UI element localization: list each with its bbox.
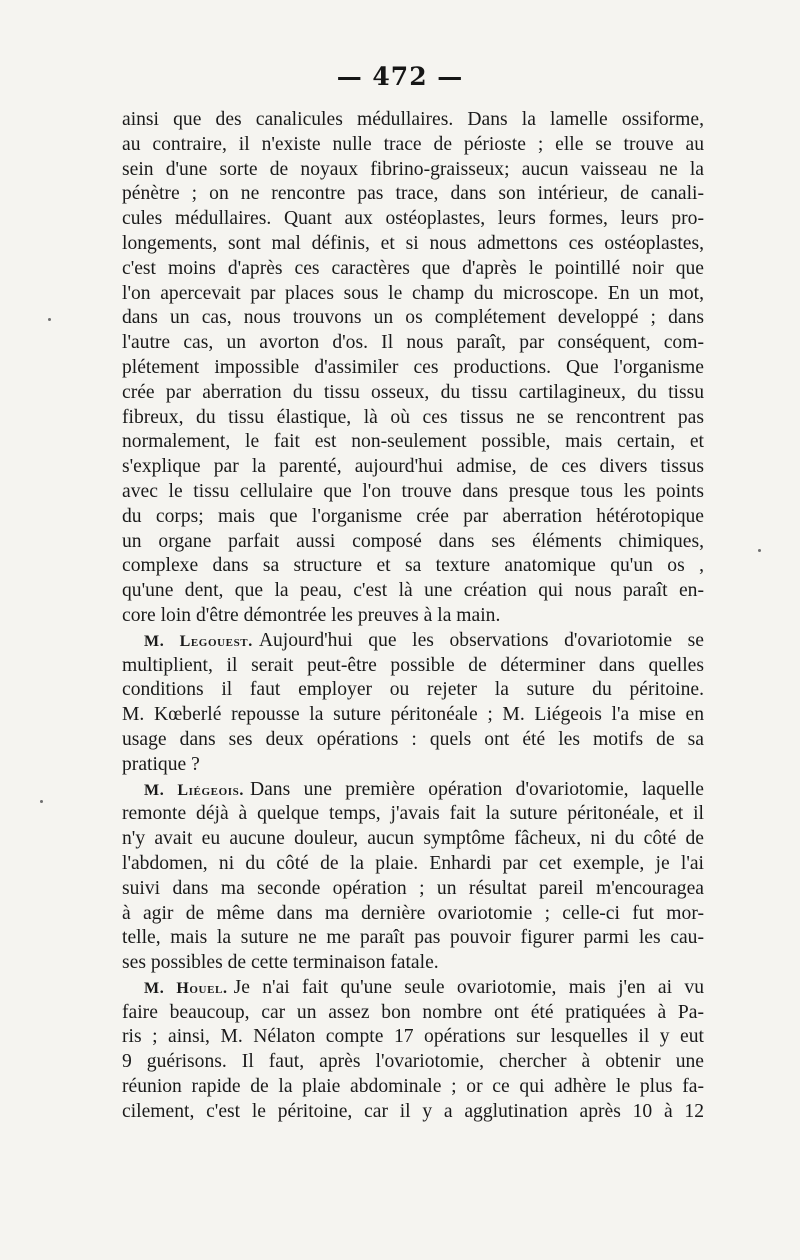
text-line: sein d'une sorte de noyaux fibrino-graisseux; aucun vaisseau ne la (122, 158, 704, 180)
text-line: multiplient, il serait peut-être possible de déterminer dans quelles (122, 654, 704, 676)
text-line: fibreux, du tissu élastique, là où ces tissus ne se rencontrent pas (122, 406, 704, 428)
text-line: conditions il faut employer ou rejeter la suture du péritoine. (122, 679, 704, 701)
text-line: à agir de même dans ma dernière ovariotomie ; celle-ci fut mor- (122, 902, 704, 924)
text-line: crée par aberration du tissu osseux, du tissu cartilagineux, du tissu (122, 381, 704, 403)
text-line: 9 guérisons. Il faut, après l'ovariotomie, chercher à obtenir une (122, 1051, 704, 1073)
paragraph-text: Je n'ai fait qu'une seule ovariotomie, mais j'en ai vu (233, 976, 704, 998)
page-number: — 472 — (336, 62, 464, 91)
text-line: l'on apercevait par places sous le champ du microscope. En un mot, (122, 282, 704, 304)
text-line: cilement, c'est le péritoine, car il y a agglutination après 10 à 12 (122, 1100, 704, 1122)
speaker-name: M. Legouest. (144, 632, 253, 650)
text-line: dans un cas, nous trouvons un os complétement developpé ; dans (122, 307, 704, 329)
text-line: core loin d'être démontrée les preuves à la main. (122, 604, 501, 626)
text-line: remonte déjà à quelque temps, j'avais fait la suture péritonéale, et il (122, 803, 704, 825)
text-line: M. Kœberlé repousse la suture péritonéale ; M. Liégeois l'a mise en (122, 704, 704, 726)
text-line: telle, mais la suture ne me paraît pas pouvoir figurer parmi les cau- (122, 927, 704, 949)
text-line: s'explique par la parenté, aujourd'hui admise, de ces divers tissus (122, 456, 704, 478)
text-line: suivi dans ma seconde opération ; un résultat pareil m'encouragea (122, 877, 704, 899)
paragraph-text: Aujourd'hui que les observations d'ovariotomie se (258, 629, 704, 651)
paragraph-text: Dans une première opération d'ovariotomie, laquelle (249, 778, 704, 800)
text-line: avec le tissu cellulaire que l'on trouve dans presque tous les points (122, 480, 704, 502)
text-line: l'autre cas, un avorton d'os. Il nous paraît, par conséquent, com- (122, 332, 704, 354)
text-line: au contraire, il n'existe nulle trace de périoste ; elle se trouve au (122, 133, 704, 155)
text-line: ainsi que des canalicules médullaires. Dans la lamelle ossiforme, (122, 109, 704, 130)
text-line: faire beaucoup, car un assez bon nombre ont été pratiquées à Pa- (122, 1001, 704, 1023)
text-line: cules médullaires. Quant aux ostéoplastes, leurs formes, leurs pro- (122, 208, 704, 230)
text-line: n'y avait eu aucune douleur, aucun symptôme fâcheux, ni du côté de (122, 828, 704, 850)
body-text (122, 108, 704, 1125)
text-line: pénètre ; on ne rencontre pas trace, dans son intérieur, de canali- (122, 183, 704, 205)
text-line: un organe parfait aussi composé dans ses éléments chimiques, (122, 530, 704, 552)
paragraph-legouest-first-line (122, 629, 704, 654)
ink-speck (758, 549, 761, 552)
text-line: réunion rapide de la plaie abdominale ; or ce qui adhère le plus fa- (122, 1076, 704, 1098)
text-line: plétement impossible d'assimiler ces productions. Que l'organisme (122, 356, 704, 378)
text-line: du corps; mais que l'organisme crée par aberration hétérotopique (122, 505, 704, 527)
text-line: qu'une dent, que la peau, c'est là une création qui nous paraît en- (122, 580, 704, 602)
ink-speck (40, 800, 43, 803)
text-line: pratique ? (122, 753, 200, 775)
paragraph-liegeois-first-line (122, 778, 704, 803)
text-line: c'est moins d'après ces caractères que d'après le pointillé noir que (122, 257, 704, 279)
text-line: normalement, le fait est non-seulement possible, mais certain, et (122, 431, 704, 453)
text-line: usage dans ses deux opérations : quels ont été les motifs de sa (122, 728, 704, 750)
speaker-name: M. Liégeois. (144, 781, 244, 799)
text-line: ses possibles de cette terminaison fatale. (122, 952, 439, 974)
text-line: ris ; ainsi, M. Nélaton compte 17 opérations sur lesquelles il y eut (122, 1026, 704, 1048)
speaker-name: M. Houel. (144, 979, 228, 997)
paragraph-houel-first-line (122, 976, 704, 1001)
text-line: l'abdomen, ni du côté de la plaie. Enhardi par cet exemple, je l'ai (122, 852, 704, 874)
text-line: complexe dans sa structure et sa texture anatomique qu'un os , (122, 555, 704, 577)
ink-speck (48, 318, 51, 321)
text-line: longements, sont mal définis, et si nous admettons ces ostéoplastes, (122, 232, 704, 254)
